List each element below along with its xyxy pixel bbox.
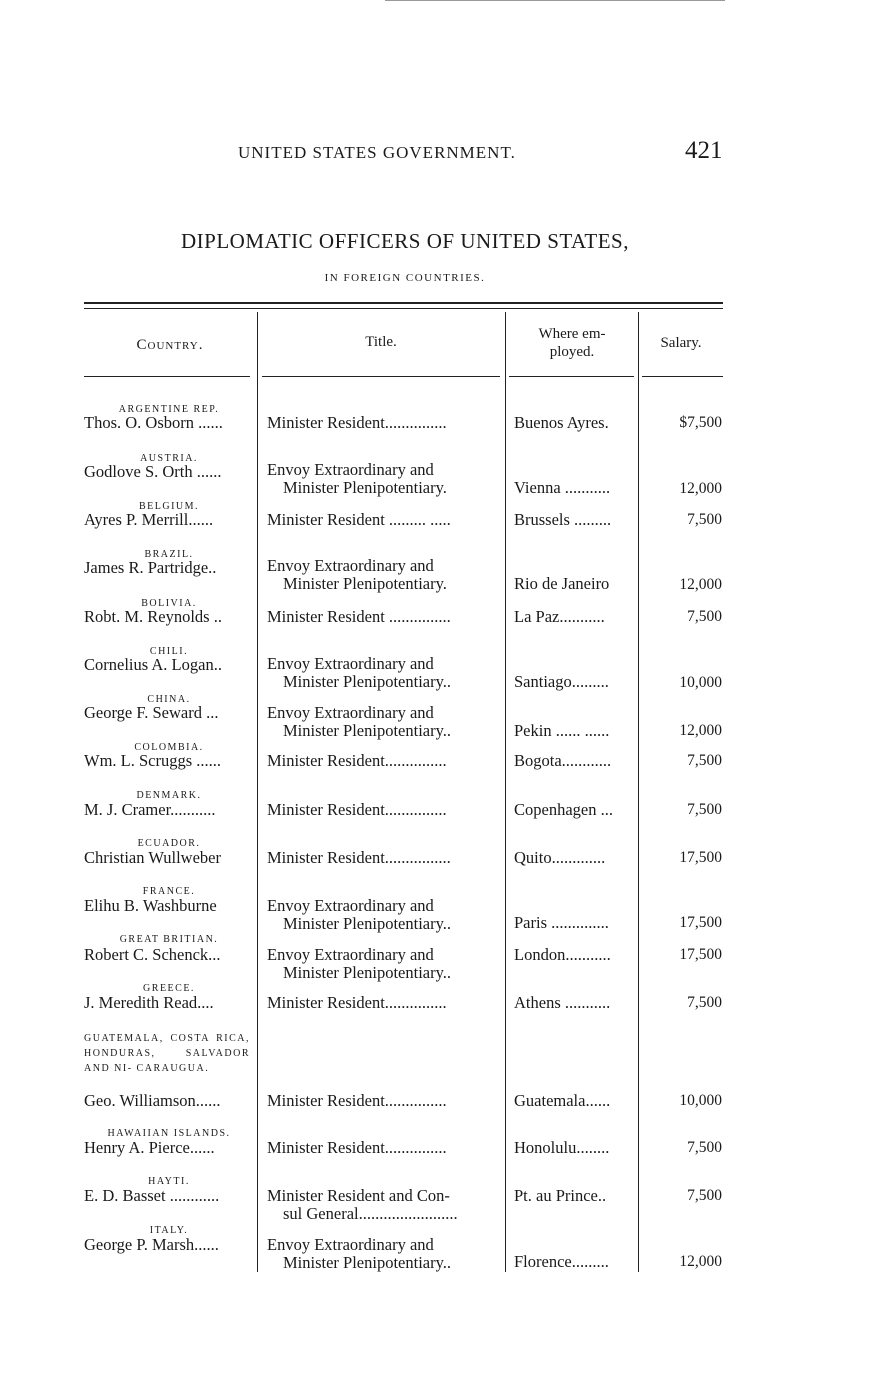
title-line: Envoy Extraordinary and [267,1235,434,1254]
officer-title [267,608,502,626]
post-location: Vienna ........... [514,479,611,497]
post-location: Paris .............. [514,914,609,932]
title-line: Minister Resident............... [267,800,447,819]
country-label: CHILI. [149,646,189,657]
salary-value: 7,500 [687,1187,722,1204]
officer-name: Thos. O. Osborn ...... [84,414,223,432]
country-label: ECUADOR. [137,838,201,849]
officer-title [267,1139,502,1157]
salary-value: 7,500 [687,1139,722,1156]
title-line: Minister Plenipotentiary. [283,574,447,593]
title-line: Minister Plenipotentiary.. [283,1253,452,1272]
country-label: BELGIUM. [138,501,200,512]
post-location: Athens ........... [514,994,611,1012]
country-label: CHINA. [147,694,191,705]
header-underline [509,376,634,377]
officer-title [267,897,502,933]
salary-value: 10,000 [679,1092,722,1109]
post-location: La Paz........... [514,608,605,626]
column-header-country: Country. [136,337,204,353]
title-line: Minister Plenipotentiary.. [283,963,452,982]
title-line: Envoy Extraordinary and [267,460,434,479]
table-top-rule-thin [84,308,723,309]
title-line: Envoy Extraordinary and [267,654,434,673]
country-label: BOLIVIA. [141,598,197,609]
officer-name: Christian Wullweber [84,849,221,867]
salary-value: 10,000 [679,674,722,691]
salary-value: 7,500 [687,752,722,769]
officer-title [267,946,502,982]
country-label: DENMARK. [136,790,202,801]
officer-name: George P. Marsh...... [84,1236,219,1254]
post-location: Copenhagen ... [514,801,613,819]
title-line: Minister Plenipotentiary.. [283,721,452,740]
salary-value: 7,500 [687,994,722,1011]
table-top-rule [84,302,723,304]
country-label: ARGENTINE REP. [118,404,220,415]
post-location: Buenos Ayres. [514,414,609,432]
running-head: UNITED STATES GOVERNMENT. [238,143,516,162]
salary-value: 12,000 [679,480,722,497]
title-line: Minister Resident and Con- [267,1186,450,1205]
post-location: Honolulu........ [514,1139,610,1157]
officer-name: Henry A. Pierce...... [84,1139,215,1157]
officer-title [267,849,502,867]
header-underline [642,376,723,377]
column-divider [638,312,639,1272]
title-line: Envoy Extraordinary and [267,896,434,915]
page-subtitle: IN FOREIGN COUNTRIES. [324,272,486,284]
title-line: Minister Plenipotentiary.. [283,914,452,933]
officer-name: M. J. Cramer........... [84,801,216,819]
title-line: sul General........................ [283,1204,458,1223]
salary-value: 12,000 [679,576,722,593]
officer-title [267,511,502,529]
officer-title [267,1187,502,1223]
officer-title [267,461,502,497]
title-line: Minister Resident................ [267,848,451,867]
officer-name: Godlove S. Orth ...... [84,463,222,481]
title-line: Minister Resident ............... [267,607,451,626]
title-line: Envoy Extraordinary and [267,556,434,575]
officer-name: Robt. M. Reynolds .. [84,608,222,626]
title-line: Minister Resident............... [267,1138,447,1157]
title-line: Minister Resident............... [267,413,447,432]
officer-title [267,994,502,1012]
officer-name: Elihu B. Washburne [84,897,217,915]
officer-title [267,414,502,432]
salary-value: 17,500 [679,914,722,931]
salary-value: 12,000 [679,1253,722,1270]
salary-value: 7,500 [687,608,722,625]
officer-name: Ayres P. Merrill...... [84,511,214,529]
title-line: Envoy Extraordinary and [267,703,434,722]
column-divider [505,312,506,1272]
country-label: ITALY. [149,1225,189,1236]
country-label: COLOMBIA. [134,742,204,753]
officer-name: Cornelius A. Logan.. [84,656,222,674]
post-location: Rio de Janeiro [514,575,610,593]
column-header-where [506,325,638,361]
officer-name: Robert C. Schenck... [84,946,221,964]
title-line: Minister Resident ......... ..... [267,510,451,529]
column-header-title: Title. [365,334,397,350]
salary-value: 17,500 [679,849,722,866]
salary-value: $7,500 [679,414,722,431]
post-location: Pt. au Prince.. [514,1187,607,1205]
country-label: GUATEMALA, COSTA RICA, HONDURAS, SALVADOR AND NI- CARAUGUA. [84,1033,250,1074]
officer-title [267,752,502,770]
title-line: Envoy Extraordinary and [267,945,434,964]
country-label: GREECE. [143,983,195,994]
officer-name: James R. Partridge.. [84,559,217,577]
header-underline [262,376,500,377]
officer-title [267,1092,502,1110]
officer-title [267,655,502,691]
post-location: London........... [514,946,611,964]
post-location: Florence......... [514,1253,609,1271]
header-underline [84,376,250,377]
officer-title [267,704,502,740]
post-location: Brussels ......... [514,511,612,529]
salary-value: 7,500 [687,801,722,818]
officer-title [267,1236,502,1272]
officer-title [267,801,502,819]
officer-title [267,557,502,593]
post-location: Bogota............ [514,752,612,770]
post-location: Pekin ...... ...... [514,722,610,740]
country-label: AUSTRIA. [140,453,198,464]
title-line: Minister Plenipotentiary. [283,478,447,497]
title-line: Minister Resident............... [267,993,447,1012]
country-label: FRANCE. [142,886,196,897]
country-label: HAWAIIAN ISLANDS. [107,1128,231,1139]
officer-name: E. D. Basset ............ [84,1187,220,1205]
title-line: Minister Resident............... [267,751,447,770]
post-location: Guatemala...... [514,1092,611,1110]
country-label: BRAZIL. [144,549,194,560]
post-location: Quito............. [514,849,606,867]
column-header-where-line1: Where em- [538,326,606,342]
column-header-salary: Salary. [660,335,702,351]
salary-value: 12,000 [679,722,722,739]
officer-name: J. Meredith Read.... [84,994,214,1012]
salary-value: 7,500 [687,511,722,528]
title-line: Minister Resident............... [267,1091,447,1110]
column-divider [257,312,258,1272]
officer-name: Geo. Williamson...... [84,1092,221,1110]
officer-name: George F. Seward ... [84,704,219,722]
column-header-where-line2: ployed. [549,344,595,360]
post-location: Santiago......... [514,673,609,691]
title-line: Minister Plenipotentiary.. [283,672,452,691]
salary-value: 17,500 [679,946,722,963]
officer-name: Wm. L. Scruggs ...... [84,752,222,770]
country-label: HAYTI. [148,1176,190,1187]
page-title: DIPLOMATIC OFFICERS OF UNITED STATES, [181,229,629,253]
country-label: GREAT BRITIAN. [119,934,219,945]
page-number: 421 [685,137,723,164]
top-edge-rule [385,0,725,1]
